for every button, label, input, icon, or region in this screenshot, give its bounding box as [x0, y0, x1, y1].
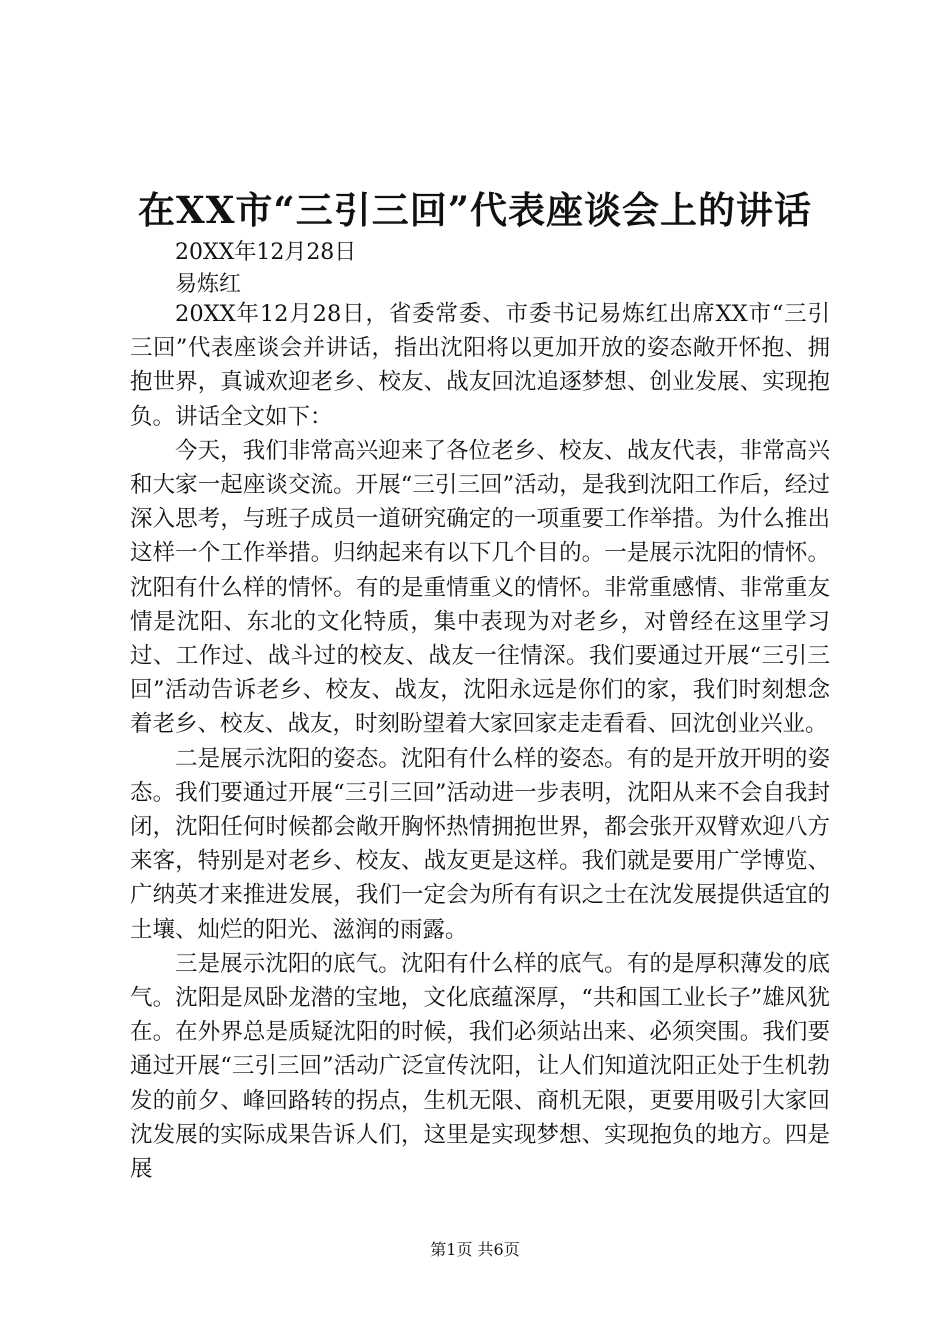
speech-date: 20XX年12月28日 — [175, 240, 357, 265]
paragraph-1: 今天，我们非常高兴迎来了各位老乡、校友、战友代表，非常高兴和大家一起座谈交流。开展“三引三回”活动，是我到沈阳工作后，经过深入思考，与班子成员一道研究确定的一项重要工作举措。为什么推出这样一个工作举措。归纳起来有以下几个目的。一是展示沈阳的情怀。沈阳有什么样的情怀。有的是重情重义的情怀。非常重感情、非常重友情是沈阳、东北的文化特质，集中表现为对老乡，对曾经在这里学习过、工作过、战斗过的校友、战友一往情深。我们要通过开展“三引三回”活动告诉老乡、校友、战友，沈阳永远是你们的家，我们时刻想念着老乡、校友、战友，时刻盼望着大家回家走走看看、回沈创业兴业。 — [130, 437, 830, 738]
document-body — [130, 297, 830, 1186]
speech-author: 易炼红 — [175, 272, 242, 297]
page-title: 在XX市“三引三回”代表座谈会上的讲话 — [138, 188, 812, 232]
paragraph-2: 二是展示沈阳的姿态。沈阳有什么样的姿态。有的是开放开明的姿态。我们要通过开展“三引三回”活动进一步表明，沈阳从来不会自我封闭，沈阳任何时候都会敞开胸怀热情拥抱世界，都会张开双臂欢迎八方来客，特别是对老乡、校友、战友更是这样。我们就是要用广学博览、广纳英才来推进发展，我们一定会为所有有识之士在沈发展提供适宜的土壤、灿烂的阳光、滋润的雨露。 — [130, 745, 830, 943]
paragraph-intro: 20XX年12月28日，省委常委、市委书记易炼红出席XX市“三引三回”代表座谈会并讲话，指出沈阳将以更加开放的姿态敞开怀抱、拥抱世界，真诚欢迎老乡、校友、战友回沈追逐梦想、创业发展、实现抱负。讲话全文如下： — [130, 301, 830, 430]
paragraph-3: 三是展示沈阳的底气。沈阳有什么样的底气。有的是厚积薄发的底气。沈阳是凤卧龙潜的宝地，文化底蕴深厚，“共和国工业长子”雄风犹在。在外界总是质疑沈阳的时候，我们必须站出来、必须突围。我们要通过开展“三引三回”活动广泛宣传沈阳，让人们知道沈阳正处于生机勃发的前夕、峰回路转的拐点，生机无限、商机无限，更要用吸引大家回沈发展的实际成果告诉人们，这里是实现梦想、实现抱负的地方。四是展 — [130, 950, 830, 1183]
page-number-footer: 第1页 共6页 — [430, 1240, 520, 1259]
